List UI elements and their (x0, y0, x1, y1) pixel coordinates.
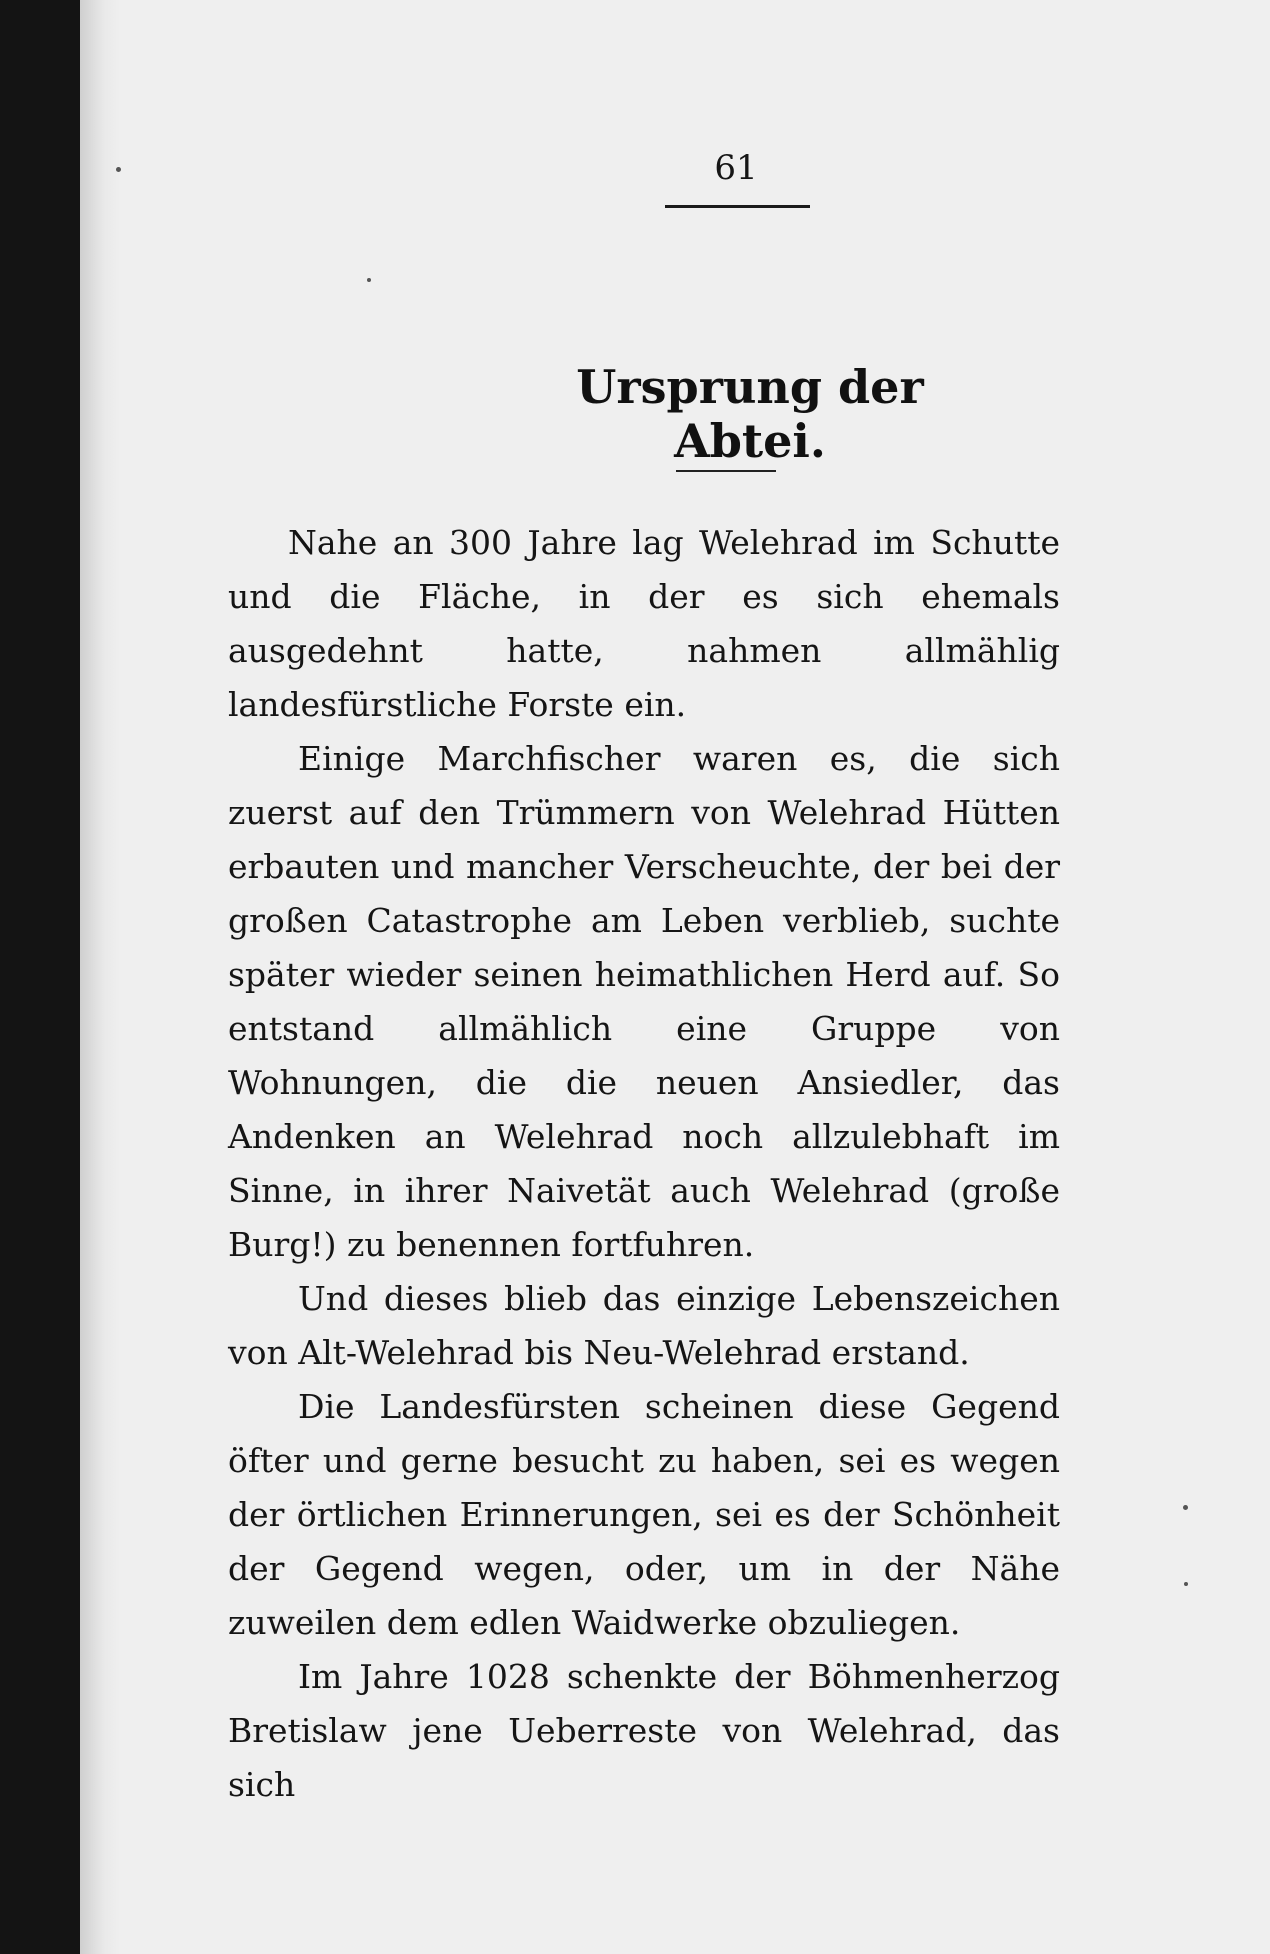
paper-speck (1183, 1505, 1188, 1510)
paragraph: Einige Marchfischer waren es, die sich zuerst auf den Trümmern von Welehrad Hütten erbauten und mancher Verscheuchte, der bei der großen Catastrophe am Leben verblieb, suchte später wieder seinen heimathlichen Herd auf. So entstand allmählich eine Gruppe von Wohnungen, die die neuen Ansiedler, das Andenken an Welehrad noch allzulebhaft im Sinne, in ihrer Naivetät auch Welehrad (große Burg!) zu benennen fortfuhren. (228, 739, 1060, 1264)
page-spine-shadow (80, 0, 120, 1954)
paragraph: Und dieses blieb das einzige Lebenszeichen von Alt-Welehrad bis Neu-Welehrad erstand. (228, 1279, 1060, 1372)
page-number: 61 (714, 148, 758, 188)
paragraph: Die Landesfürsten scheinen diese Gegend öfter und gerne besucht zu haben, sei es wegen der örtlichen Erinnerungen, sei es der Schönheit der Gegend wegen, oder, um in der Nähe zuweilen dem edlen Waidwerke obzuliegen. (228, 1387, 1060, 1642)
paper-speck (367, 278, 371, 282)
chapter-title: Ursprung der Abtei. (576, 360, 924, 468)
paper-speck (116, 167, 121, 172)
paragraph: Nahe an 300 Jahre lag Welehrad im Schutte und die Fläche, in der es sich ehemals ausgedehnt hatte, nahmen allmählig landesfürstliche Forste ein. (228, 523, 1060, 724)
paper-speck (1184, 1582, 1188, 1586)
title-divider (676, 470, 776, 472)
body-text (228, 516, 1060, 1812)
page-number-rule (665, 205, 810, 208)
paragraph: Im Jahre 1028 schenkte der Böhmenherzog Bretislaw jene Ueberreste von Welehrad, das sich (228, 1657, 1060, 1804)
